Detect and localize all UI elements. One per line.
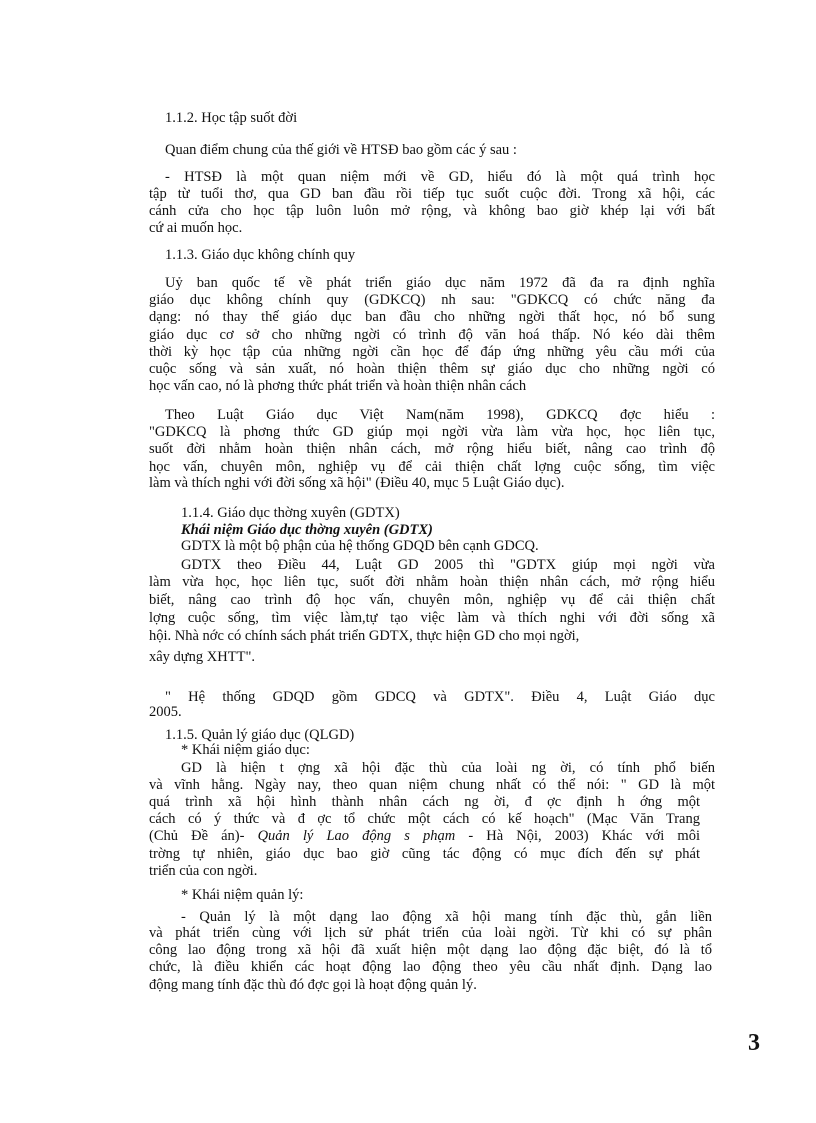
text-line: Quan điểm chung của thế giới về HTSĐ bao gồm các ý sau : — [165, 142, 517, 158]
section-heading: Khái niệm Giáo dục thờng xuyên (GDTX) — [181, 522, 433, 538]
text-line: hội. Nhà nớc có chính sách phát triển GDTX, thực hiện GD cho mọi ngời, — [149, 628, 580, 644]
text-line: và phát triển cùng với lịch sử phát triển của loài ngời. Từ khi có sự phân — [149, 925, 712, 941]
text-line: " Hệ thống GDQD gồm GDCQ và GDTX". Điều 4, Luật Giáo dục — [165, 689, 715, 705]
text-line: triển của con ngời. — [149, 863, 258, 879]
section-heading: 1.1.5. Quản lý giáo dục (QLGD) — [165, 727, 355, 743]
text-line: lợng cuộc sống, tìm việc làm,tự tạo việc làm và thích nghi với đời sống xã — [149, 610, 715, 626]
text-line: thời kỳ học tập của những ngời cần học để đáp ứng những yêu cầu mới của — [149, 344, 715, 360]
text-line: dạng: nó thay thế giáo dục ban đầu cho những ngời thất học, nó bổ sung — [149, 309, 715, 325]
text-line: * Khái niệm quản lý: — [181, 887, 304, 903]
text-line — [149, 827, 700, 845]
text-line: học vấn cao, nó là phơng thức phát triển và hoàn thiện nhân cách — [149, 378, 527, 394]
text-line: và vĩnh hằng. Ngày nay, theo quan niệm chung nhất có thể nói: " GD là một — [149, 777, 715, 793]
text-line: xây dựng XHTT". — [149, 649, 255, 665]
text-line: - Quản lý là một dạng lao động xã hội mang tính đặc thù, gắn liền — [181, 909, 712, 925]
text-line: cánh cửa cho học tập luôn luôn mở rộng, và không bao giờ khép lại với bất — [149, 203, 715, 219]
text-line: chức, là điều khiển các hoạt động lao động theo yêu cầu nhất định. Dạng lao — [149, 959, 712, 975]
text-line: làm và thích nghi với đời sống xã hội" (Điều 40, mục 5 Luật Giáo dục). — [149, 475, 565, 491]
section-heading: 1.1.3. Giáo dục không chính quy — [165, 247, 356, 263]
text-line: "GDKCQ là phơng thức GD giúp mọi ngời vừa làm vừa học, học liên tục, — [149, 424, 715, 440]
text-line: GDTX theo Điều 44, Luật GD 2005 thì "GDTX giúp mọi ngời vừa — [181, 557, 715, 573]
text-line: học vấn, chuyên môn, nghiệp vụ để cải thiện chất lợng cuộc sống, tìm việc — [149, 459, 715, 475]
text-line: quá trình xã hội hình thành nhân cách ng ời, đ ợc định h ớng một — [149, 794, 700, 810]
text-line: làm vừa học, học liên tục, suốt đời nhằm hoàn thiện nhân cách, mở rộng hiểu — [149, 574, 715, 590]
text-segment: (Chủ Đề án)- — [149, 828, 258, 844]
text-line: biết, nâng cao trình độ học vấn, chuyên môn, nghiệp vụ để cải thiện chất — [149, 592, 715, 608]
text-line: 2005. — [149, 704, 182, 720]
section-heading: 1.1.4. Giáo dục thờng xuyên (GDTX) — [181, 505, 400, 521]
text-line: cuộc sống và sản xuất, nó hoàn thiện thêm sự giáo dục cho những ngời có — [149, 361, 715, 377]
text-line: GD là hiện t ợng xã hội đặc thù của loài ng ời, có tính phổ biến — [181, 760, 715, 776]
text-line: trờng tự nhiên, giáo dục bao giờ cũng tác động có mục đích đến sự phát — [149, 846, 700, 862]
text-line: Theo Luật Giáo dục Việt Nam(năm 1998), GDKCQ đợc hiểu : — [165, 407, 715, 423]
text-line: * Khái niệm giáo dục: — [181, 742, 310, 758]
text-line: công lao động trong xã hội đã xuất hiện một dạng lao động đặc biệt, đó là tổ — [149, 942, 712, 958]
section-heading: 1.1.2. Học tập suốt đời — [165, 110, 298, 126]
text-line: giáo dục không chính quy (GDKCQ) nh sau: "GDKCQ có chức năng đa — [149, 292, 715, 308]
text-line: động mang tính đặc thù đó đợc gọi là hoạt động quản lý. — [149, 977, 477, 993]
text-line: giáo dục cơ sở cho những ngời có trình độ văn hoá thấp. Nó kéo dài thêm — [149, 327, 715, 343]
text-line: GDTX là một bộ phận của hệ thống GDQD bên cạnh GDCQ. — [181, 538, 539, 554]
text-line: cách có ý thức và đ ợc tổ chức một cách có kế hoạch" (Mạc Văn Trang — [149, 811, 700, 827]
text-line: suốt đời nhằm hoàn thiện nhân cách, mở rộng hiểu biết, nâng cao trình độ — [149, 441, 715, 457]
text-segment: - Hà Nội, 2003) Khác với môi — [455, 828, 700, 844]
text-line: - HTSĐ là một quan niệm mới về GD, hiểu đó là một quá trình học — [165, 169, 715, 185]
text-line: cứ ai muốn học. — [149, 220, 243, 236]
citation-title: Quản lý Lao động s phạm — [257, 828, 456, 844]
page-number: 3 — [748, 1030, 760, 1056]
text-line: Uỷ ban quốc tế về phát triển giáo dục năm 1972 đã đa ra định nghĩa — [165, 275, 715, 291]
text-line: tập từ tuổi thơ, qua GD ban đầu rồi tiếp tục suốt cuộc đời. Trong xã hội, các — [149, 186, 715, 202]
